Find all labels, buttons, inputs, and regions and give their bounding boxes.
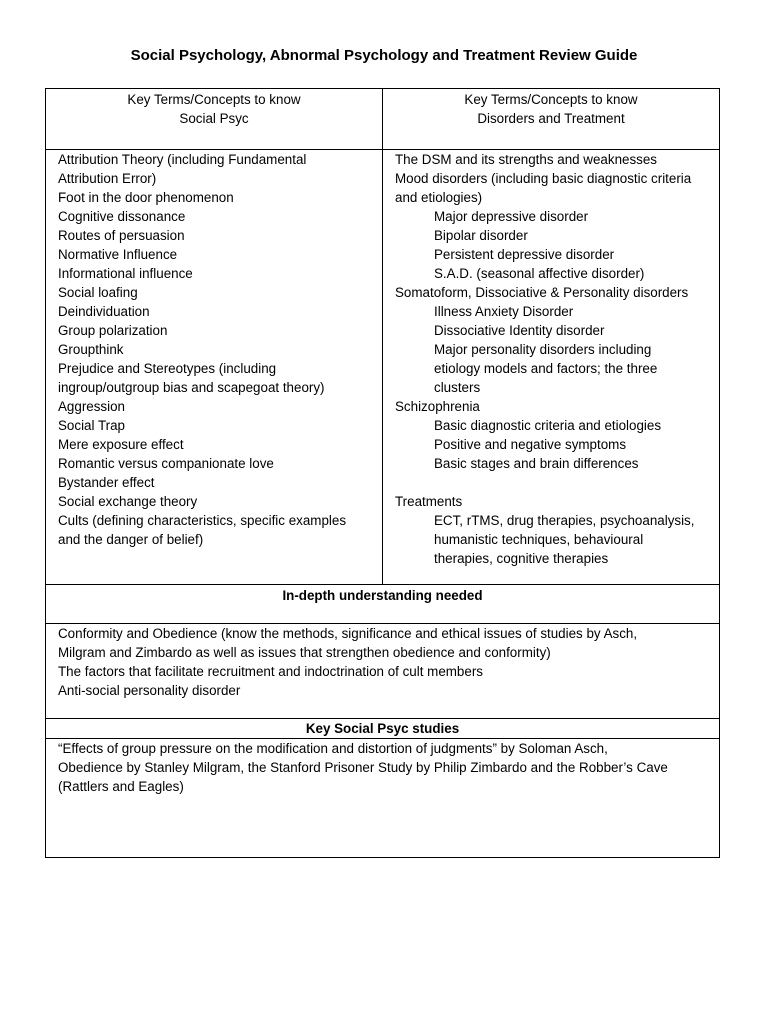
list-item: Groupthink: [58, 342, 124, 357]
list-item: Basic stages and brain differences: [434, 456, 639, 471]
list-item: Major personality disorders including: [434, 342, 652, 357]
mood-disorders-heading: Mood disorders (including basic diagnostic criteria: [395, 171, 692, 186]
list-item: Deindividuation: [58, 304, 150, 319]
list-item: etiology models and factors; the three: [434, 361, 658, 376]
list-item: ECT, rTMS, drug therapies, psychoanalysis,: [434, 513, 695, 528]
key-studies-heading: Key Social Psyc studies: [305, 721, 460, 736]
list-item: Informational influence: [58, 266, 193, 281]
list-item: and the danger of belief): [58, 532, 204, 547]
key-studies-body: [46, 739, 720, 858]
list-item: clusters: [434, 380, 481, 395]
in-depth-line: Milgram and Zimbardo as well as issues that strengthen obedience and conformity): [58, 645, 551, 660]
list-item: Romantic versus companionate love: [58, 456, 274, 471]
list-item: Mere exposure effect: [58, 437, 184, 452]
in-depth-line: Anti-social personality disorder: [58, 683, 241, 698]
list-item: Illness Anxiety Disorder: [434, 304, 574, 319]
dsm-item: The DSM and its strengths and weaknesses: [395, 152, 657, 167]
spacer: [389, 473, 713, 492]
social-psyc-term-list: [46, 150, 383, 585]
list-item: therapies, cognitive therapies: [434, 551, 609, 566]
list-item: Persistent depressive disorder: [434, 247, 615, 262]
header-right-line-1: Key Terms/Concepts to know: [464, 92, 638, 107]
header-right-line-2: Disorders and Treatment: [477, 111, 625, 126]
page-title: Social Psychology, Abnormal Psychology and Treatment Review Guide: [130, 47, 638, 64]
list-item: S.A.D. (seasonal affective disorder): [434, 266, 645, 281]
list-item: Dissociative Identity disorder: [434, 323, 605, 338]
list-item: Attribution Theory (including Fundamental: [58, 152, 307, 167]
disorders-term-list: [383, 150, 720, 585]
list-item: Major depressive disorder: [434, 209, 589, 224]
somatoform-heading: Somatoform, Dissociative & Personality disorders: [395, 285, 689, 300]
review-guide-table: [45, 88, 720, 858]
key-studies-heading-cell: [46, 719, 720, 739]
treatments-heading: Treatments: [395, 494, 463, 509]
in-depth-heading-cell: [46, 585, 720, 624]
key-studies-line: “Effects of group pressure on the modification and distortion of judgments” by Soloman Asch,: [58, 741, 608, 756]
list-item: Group polarization: [58, 323, 168, 338]
list-item: Social loafing: [58, 285, 138, 300]
header-disorders: [383, 89, 720, 150]
in-depth-heading: In-depth understanding needed: [282, 588, 483, 603]
in-depth-line: Conformity and Obedience (know the methods, significance and ethical issues of studies by Asch,: [58, 626, 638, 641]
list-item: Positive and negative symptoms: [434, 437, 627, 452]
list-item: Foot in the door phenomenon: [58, 190, 234, 205]
header-social-psyc: [46, 89, 383, 150]
key-studies-line: (Rattlers and Eagles): [58, 779, 184, 794]
key-studies-line: Obedience by Stanley Milgram, the Stanford Prisoner Study by Philip Zimbardo and the Robber’s Cave: [58, 760, 668, 775]
header-left-line-2: Social Psyc: [179, 111, 249, 126]
list-item: Social exchange theory: [58, 494, 198, 509]
list-item: Routes of persuasion: [58, 228, 185, 243]
list-item: humanistic techniques, behavioural: [434, 532, 644, 547]
list-item: Cognitive dissonance: [58, 209, 186, 224]
list-item: Normative Influence: [58, 247, 178, 262]
schizophrenia-heading: Schizophrenia: [395, 399, 480, 414]
in-depth-line: The factors that facilitate recruitment and indoctrination of cult members: [58, 664, 483, 679]
list-item: Cults (defining characteristics, specific examples: [58, 513, 347, 528]
list-item: ingroup/outgroup bias and scapegoat theory): [58, 380, 325, 395]
list-item: Bipolar disorder: [434, 228, 528, 243]
mood-disorders-heading-cont: and etiologies): [395, 190, 483, 205]
list-item: Prejudice and Stereotypes (including: [58, 361, 277, 376]
in-depth-body: [46, 624, 720, 719]
header-left-line-1: Key Terms/Concepts to know: [127, 92, 301, 107]
list-item: Social Trap: [58, 418, 125, 433]
list-item: Basic diagnostic criteria and etiologies: [434, 418, 662, 433]
list-item: Bystander effect: [58, 475, 155, 490]
list-item: Aggression: [58, 399, 125, 414]
list-item: Attribution Error): [58, 171, 157, 186]
